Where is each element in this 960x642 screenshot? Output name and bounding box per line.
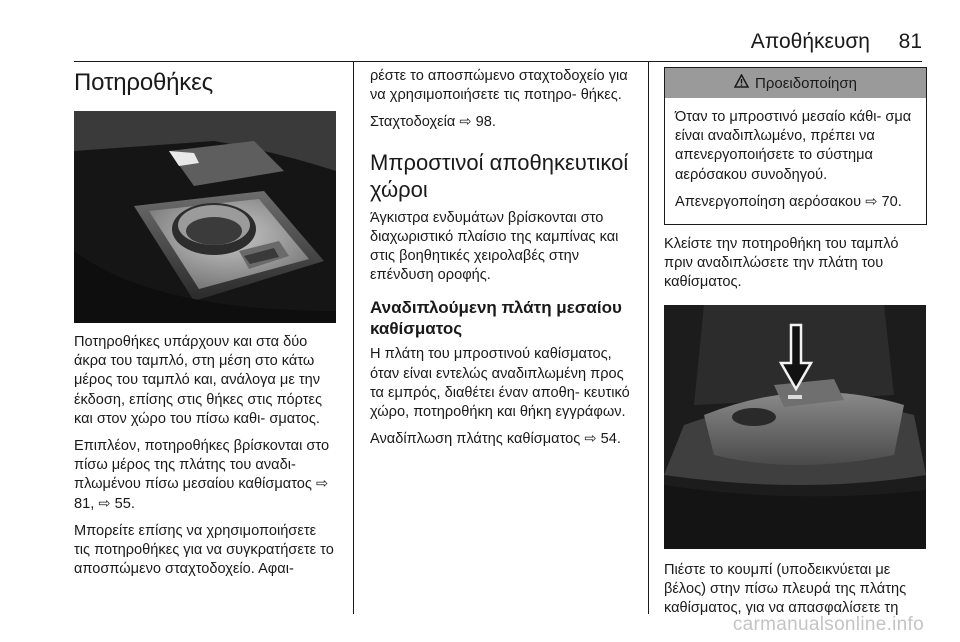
seatback-reference: Αναδίπλωση πλάτης καθίσματος ⇨ 54. <box>370 431 621 448</box>
section-heading-cupholders: Ποτηροθήκες <box>74 69 213 96</box>
warning-reference: Απενεργοποίηση αερόσακου ⇨ 70. <box>675 193 902 210</box>
ashtray-paragraph: ρέστε το αποσπώμενο σταχτοδοχείο για να χρησιμοποιήσετε τις ποτηρο- θήκες. <box>370 68 628 104</box>
warning-title: Προειδοποίηση <box>755 74 857 92</box>
cupholders-paragraph-1: Ποτηροθήκες υπάρχουν και στα δύο άκρα του ταμπλό, στη μέση στο κάτω μέρος του ταμπλό και, ανάλογα με την έκδοση, επίσης στις θήκες στις πόρτες και στον χώρο του πίσω καθι- σματος. <box>74 334 323 427</box>
subheading-folding-seatback: Αναδιπλούμενη πλάτη μεσαίου καθίσματος <box>370 298 622 339</box>
cupholders-paragraph-3: Μπορείτε επίσης να χρησιμοποιήσετε τις ποτηροθήκες για να συγκρατήσετε το αποσπώμενο σταχτοδοχείο. Αφαι- <box>74 522 334 578</box>
seatback-button-photo <box>664 305 926 549</box>
cupholder-photo <box>74 111 336 323</box>
page-number: 81 <box>898 30 922 53</box>
warning-header <box>665 68 926 98</box>
section-heading-front-storage: Μπροστινοί αποθηκευτικοί χώροι <box>370 149 629 202</box>
page-header-title: Αποθήκευση <box>750 30 870 53</box>
column-2 <box>370 63 632 457</box>
press-button-paragraph: Πιέστε το κουμπί (υποδεικνύεται με βέλος) στην πίσω πλευρά της πλάτης καθίσματος, για να απασφαλίσετε τη <box>664 561 907 617</box>
header-rule <box>74 61 922 62</box>
warning-triangle-icon <box>734 74 749 92</box>
warning-paragraph: Όταν το μπροστινό μεσαίο κάθι- σμα είναι αναδιπλωμένο, πρέπει να απενεργοποιήσετε το σύστημα αερόσακου συνοδηγού. <box>675 109 912 183</box>
warning-box <box>664 67 927 225</box>
column-separator-right <box>648 62 649 614</box>
folding-seatback-paragraph: Η πλάτη του μπροστινού καθίσματος, όταν είναι εντελώς αναδιπλωμένη προς τα εμπρός, διαθέτει έναν αποθη- κευτικό χώρο, ποτηροθήκη και θήκη εγγράφων. <box>370 346 630 421</box>
ashtray-reference: Σταχτοδοχεία ⇨ 98. <box>370 114 496 131</box>
column-3 <box>664 63 926 626</box>
front-storage-paragraph: Άγκιστρα ενδυμάτων βρίσκονται στο διαχωριστικό πλαίσιο της καμπίνας και στις βοηθητικές χειρολαβές στην επένδυση οροφής. <box>370 209 619 284</box>
close-cupholder-paragraph: Κλείστε την ποτηροθήκη του ταμπλό πριν αναδιπλώσετε την πλάτη του καθίσματος. <box>664 236 899 291</box>
cupholders-paragraph-2: Επιπλέον, ποτηροθήκες βρίσκονται στο πίσω μέρος της πλάτης του αναδι- πλωμένου πίσω μεσαίου καθίσματος ⇨ 81, ⇨ 55. <box>74 438 330 512</box>
column-separator-left <box>353 62 354 614</box>
watermark: carmanualsonline.info <box>732 614 924 635</box>
warning-body <box>665 98 926 224</box>
column-1 <box>74 63 336 587</box>
